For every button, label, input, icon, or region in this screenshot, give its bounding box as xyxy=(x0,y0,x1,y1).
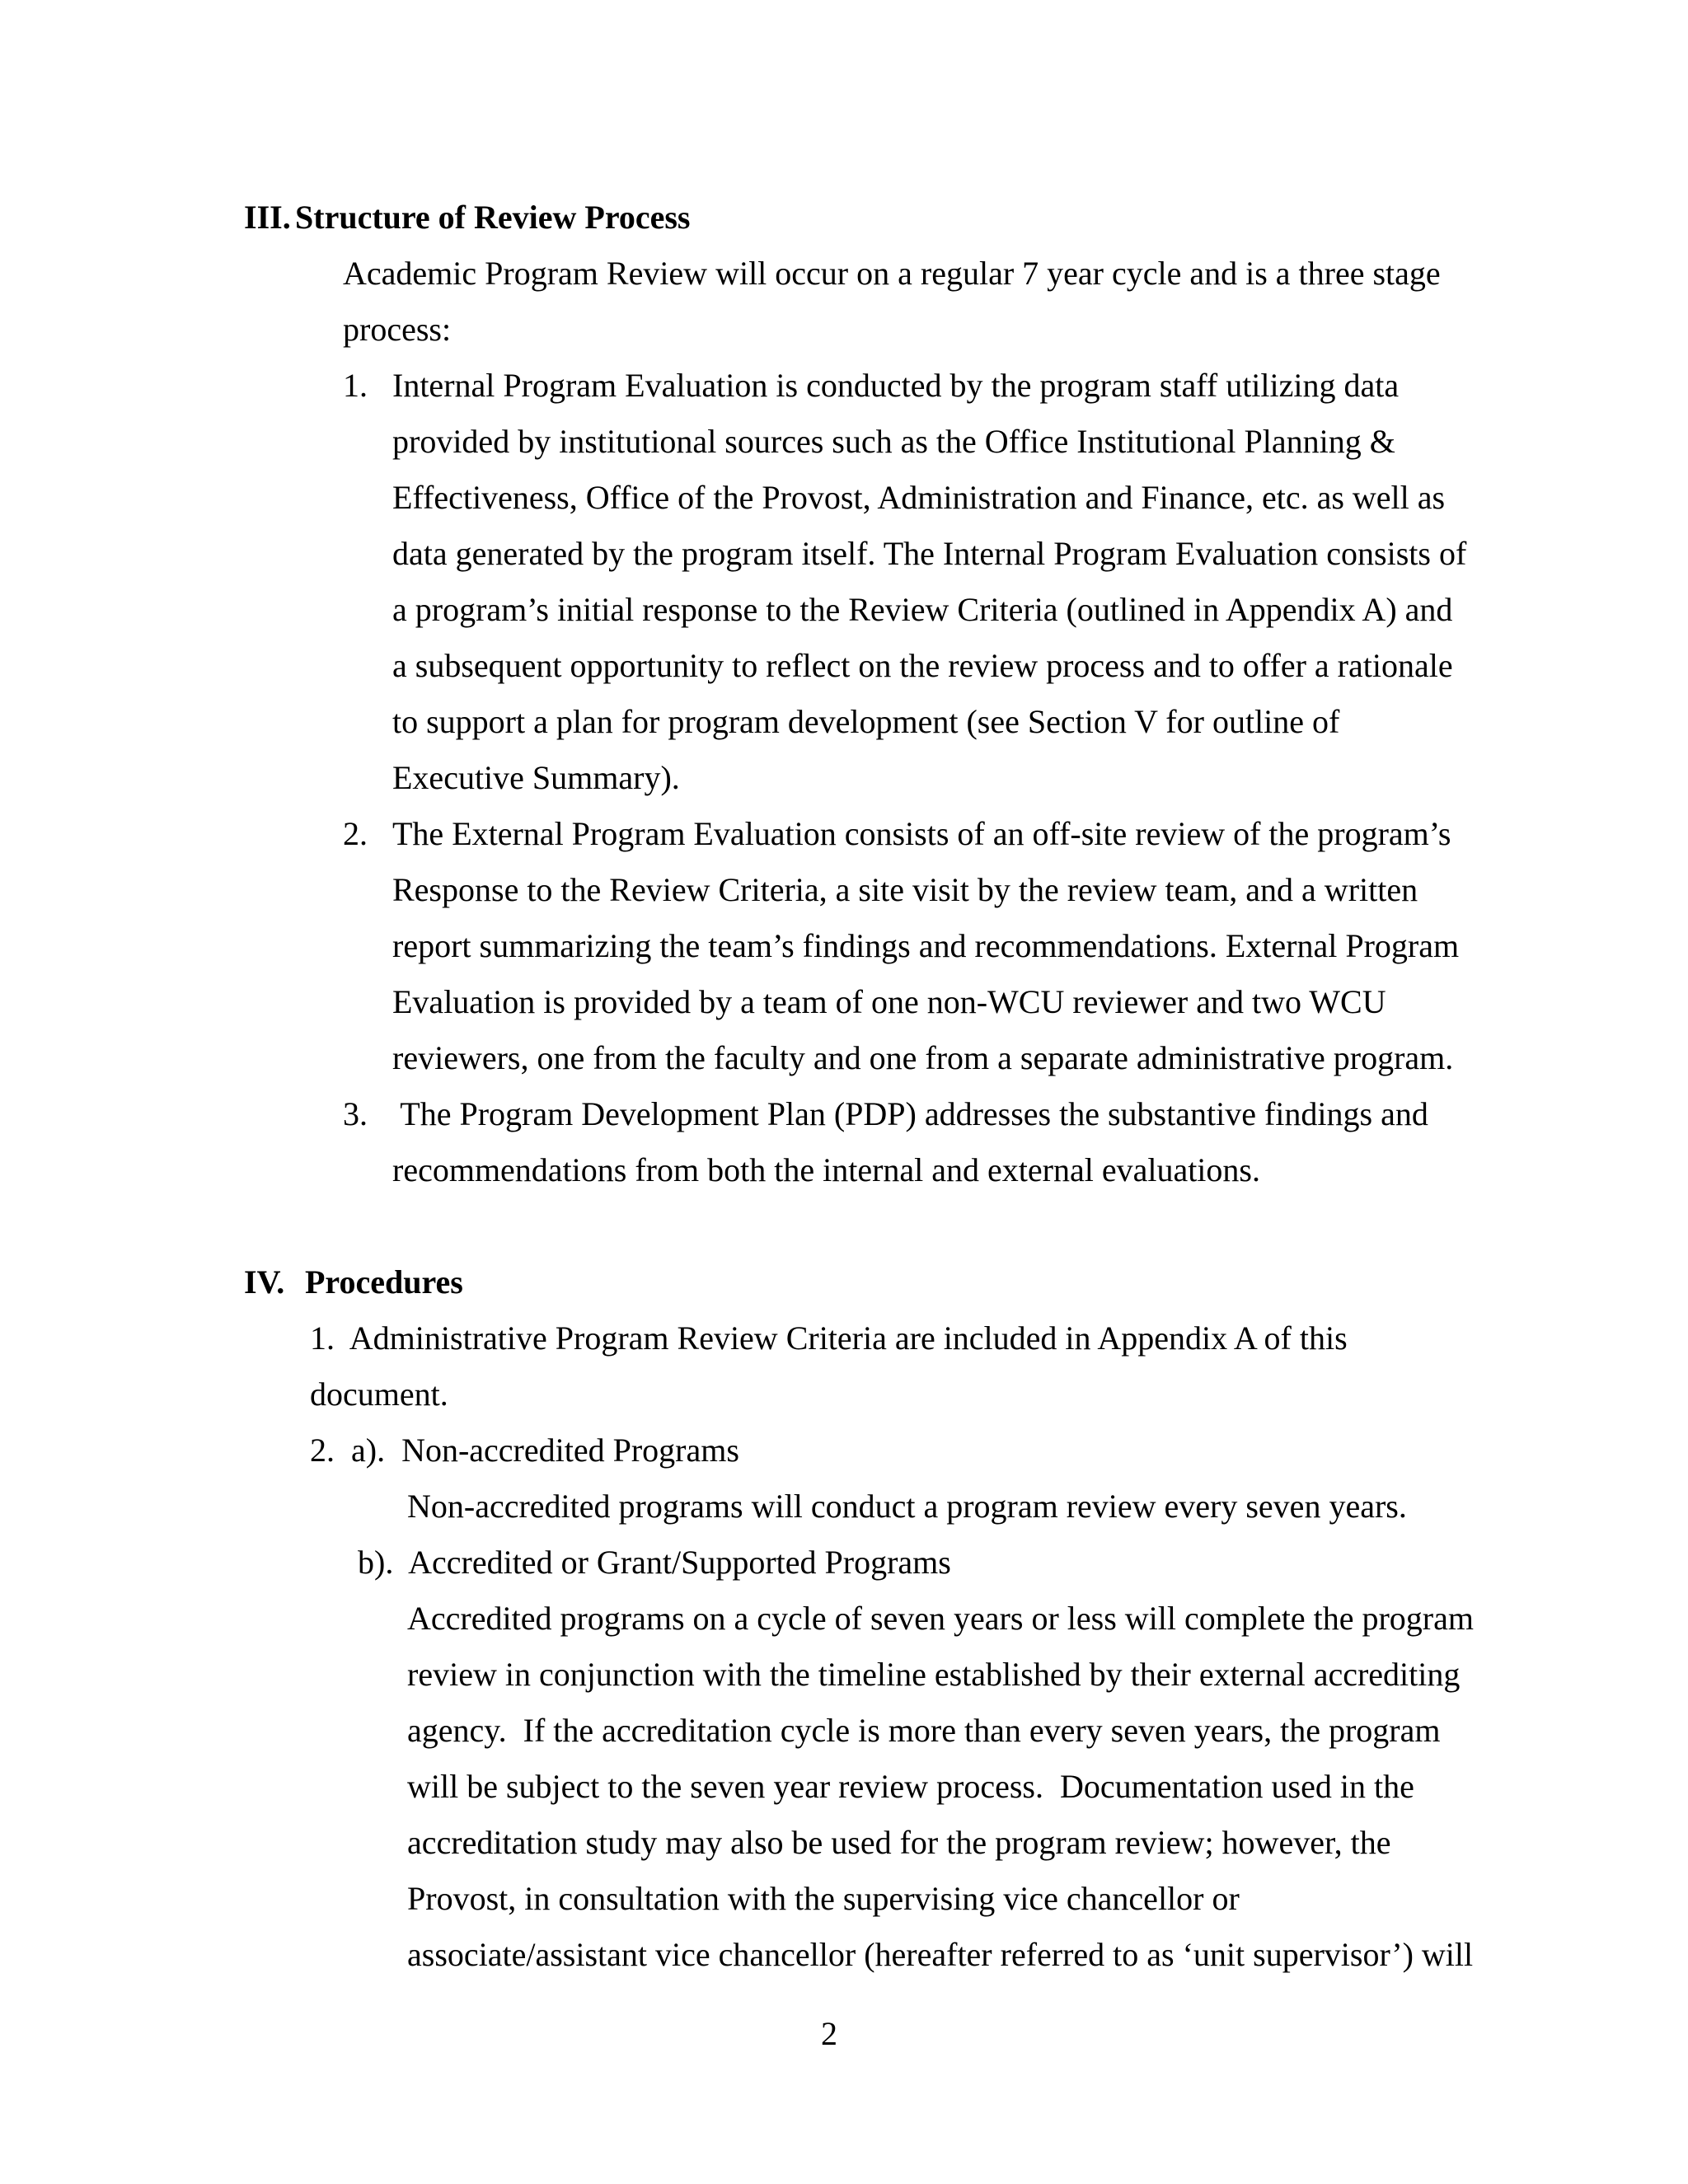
procedure-item-2a-label: 2. a). Non-accredited Programs xyxy=(310,1432,739,1469)
procedure-item-2b-line: agency. If the accreditation cycle is more than every seven years, the program xyxy=(407,1712,1441,1749)
procedure-item-2b-line: will be subject to the seven year review process. Documentation used in the xyxy=(407,1768,1414,1805)
list-item-line: The External Program Evaluation consists of an off-site review of the program’s xyxy=(392,815,1451,852)
list-item-line: a subsequent opportunity to reflect on the review process and to offer a rationale xyxy=(392,647,1453,684)
section-3-numeral: III. xyxy=(244,199,291,236)
section-4-heading: Procedures xyxy=(305,1263,463,1301)
list-item-line: Evaluation is provided by a team of one non-WCU reviewer and two WCU xyxy=(392,983,1386,1020)
procedure-item-2b-line: Provost, in consultation with the supervising vice chancellor or xyxy=(407,1880,1240,1917)
procedure-item-line: 1. Administrative Program Review Criteria are included in Appendix A of this xyxy=(310,1319,1348,1357)
list-number: 3. xyxy=(343,1095,368,1132)
procedure-item-2a-text: Non-accredited programs will conduct a program review every seven years. xyxy=(407,1488,1407,1525)
list-item-line: reviewers, one from the faculty and one from a separate administrative program. xyxy=(392,1039,1454,1076)
list-item-line: The Program Development Plan (PDP) addresses the substantive findings and xyxy=(392,1095,1428,1132)
list-number: 1. xyxy=(343,367,368,404)
list-item-line: report summarizing the team’s findings and recommendations. External Program xyxy=(392,927,1460,964)
list-item-line: Internal Program Evaluation is conducted by the program staff utilizing data xyxy=(392,367,1400,404)
list-item-line: a program’s initial response to the Review Criteria (outlined in Appendix A) and xyxy=(392,591,1453,628)
list-item-line: provided by institutional sources such as the Office Institutional Planning & xyxy=(392,423,1395,460)
procedure-item-2b-line: Accredited programs on a cycle of seven years or less will complete the program xyxy=(407,1600,1474,1637)
list-item-line: to support a plan for program development (see Section V for outline of xyxy=(392,703,1340,740)
list-number: 2. xyxy=(343,815,368,852)
procedure-item-2b-line: accreditation study may also be used for the program review; however, the xyxy=(407,1824,1391,1861)
list-item-line: data generated by the program itself. The Internal Program Evaluation consists of xyxy=(392,535,1467,572)
procedure-item-line: document. xyxy=(310,1376,448,1413)
section-3-heading: Structure of Review Process xyxy=(295,199,691,236)
list-item-line: recommendations from both the internal and external evaluations. xyxy=(392,1151,1260,1188)
section-4-numeral: IV. xyxy=(244,1263,285,1301)
section-3-intro-line: Academic Program Review will occur on a regular 7 year cycle and is a three stage xyxy=(343,255,1441,292)
procedure-item-2b-line: review in conjunction with the timeline established by their external accrediting xyxy=(407,1656,1461,1693)
list-item-line: Response to the Review Criteria, a site visit by the review team, and a written xyxy=(392,871,1418,908)
list-item-line: Effectiveness, Office of the Provost, Administration and Finance, etc. as well as xyxy=(392,479,1446,516)
section-3-intro-line: process: xyxy=(343,311,452,348)
procedure-item-2b-label: b). Accredited or Grant/Supported Programs xyxy=(358,1544,951,1581)
list-item-line: Executive Summary). xyxy=(392,759,680,796)
procedure-item-2b-line: associate/assistant vice chancellor (hereafter referred to as ‘unit supervisor’) will xyxy=(407,1936,1474,1973)
page-number: 2 xyxy=(821,2015,837,2052)
